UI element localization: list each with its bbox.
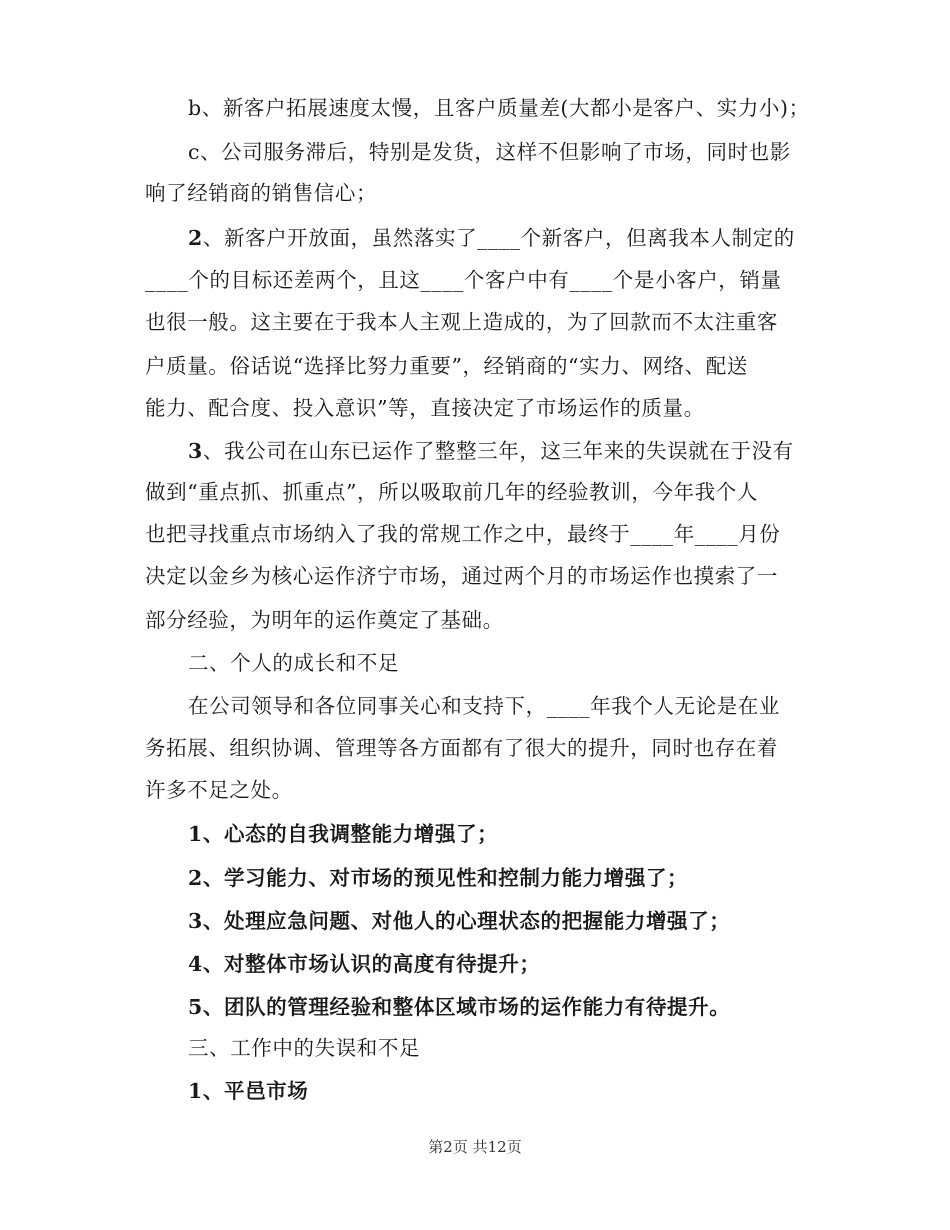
paragraph-line: 在公司领导和各位同事关心和支持下，____年我个人无论是在业 — [188, 694, 780, 718]
list-number: 2 — [188, 226, 203, 250]
paragraph-line: b、新客户拓展速度太慢，且客户质量差(大都小是客户、实力小)； — [188, 96, 810, 120]
list-item: 2、学习能力、对市场的预见性和控制力能力增强了； — [188, 866, 689, 890]
page-number: 第2页 共12页 — [428, 1138, 522, 1156]
section-heading: 三、工作中的失误和不足 — [188, 1036, 421, 1060]
paragraph-line: c、公司服务滞后，特别是发货，这样不但影响了市场，同时也影 — [188, 140, 791, 164]
paragraph-text: 、新客户开放面，虽然落实了____个新客户，但离我本人制定的 — [202, 226, 795, 250]
paragraph-line: 务拓展、组织协调、管理等各方面都有了很大的提升，同时也存在着 — [145, 736, 778, 760]
paragraph-line — [188, 438, 794, 464]
paragraph-text: 、我公司在山东已运作了整整三年，这三年来的失误就在于没有 — [202, 439, 794, 463]
list-item: 4、对整体市场认识的高度有待提升； — [188, 952, 541, 976]
subsection-heading: 1、平邑市场 — [188, 1079, 309, 1103]
paragraph-line: 做到“重点抓、抓重点”，所以吸取前几年的经验教训，今年我个人 — [145, 480, 758, 504]
list-item: 3、处理应急问题、对他人的心理状态的把握能力增强了； — [188, 909, 731, 933]
paragraph-line: 也把寻找重点市场纳入了我的常规工作之中，最终于____年____月份 — [145, 522, 781, 546]
section-heading: 二、个人的成长和不足 — [188, 651, 399, 675]
paragraph-line: 部分经验，为明年的运作奠定了基础。 — [145, 608, 504, 632]
list-number: 3 — [188, 439, 203, 463]
list-item: 1、心态的自我调整能力增强了； — [188, 822, 499, 846]
list-item: 5、团队的管理经验和整体区域市场的运作能力有待提升。 — [188, 995, 731, 1019]
paragraph-line: 决定以金乡为核心运作济宁市场，通过两个月的市场运作也摸索了一 — [145, 564, 778, 588]
paragraph-line: 许多不足之处。 — [145, 778, 293, 802]
paragraph-line: 能力、配合度、投入意识”等，直接决定了市场运作的质量。 — [145, 396, 705, 420]
paragraph-line: 也很一般。这主要在于我本人主观上造成的，为了回款而不太注重客 — [145, 310, 778, 334]
paragraph-line — [188, 225, 795, 251]
paragraph-line: 户质量。俗话说“选择比努力重要”，经销商的“实力、网络、配送 — [145, 354, 748, 378]
paragraph-line: ____个的目标还差两个，且这____个客户中有____个是小客户，销量 — [145, 268, 782, 292]
paragraph-line: 响了经销商的销售信心； — [145, 181, 378, 205]
